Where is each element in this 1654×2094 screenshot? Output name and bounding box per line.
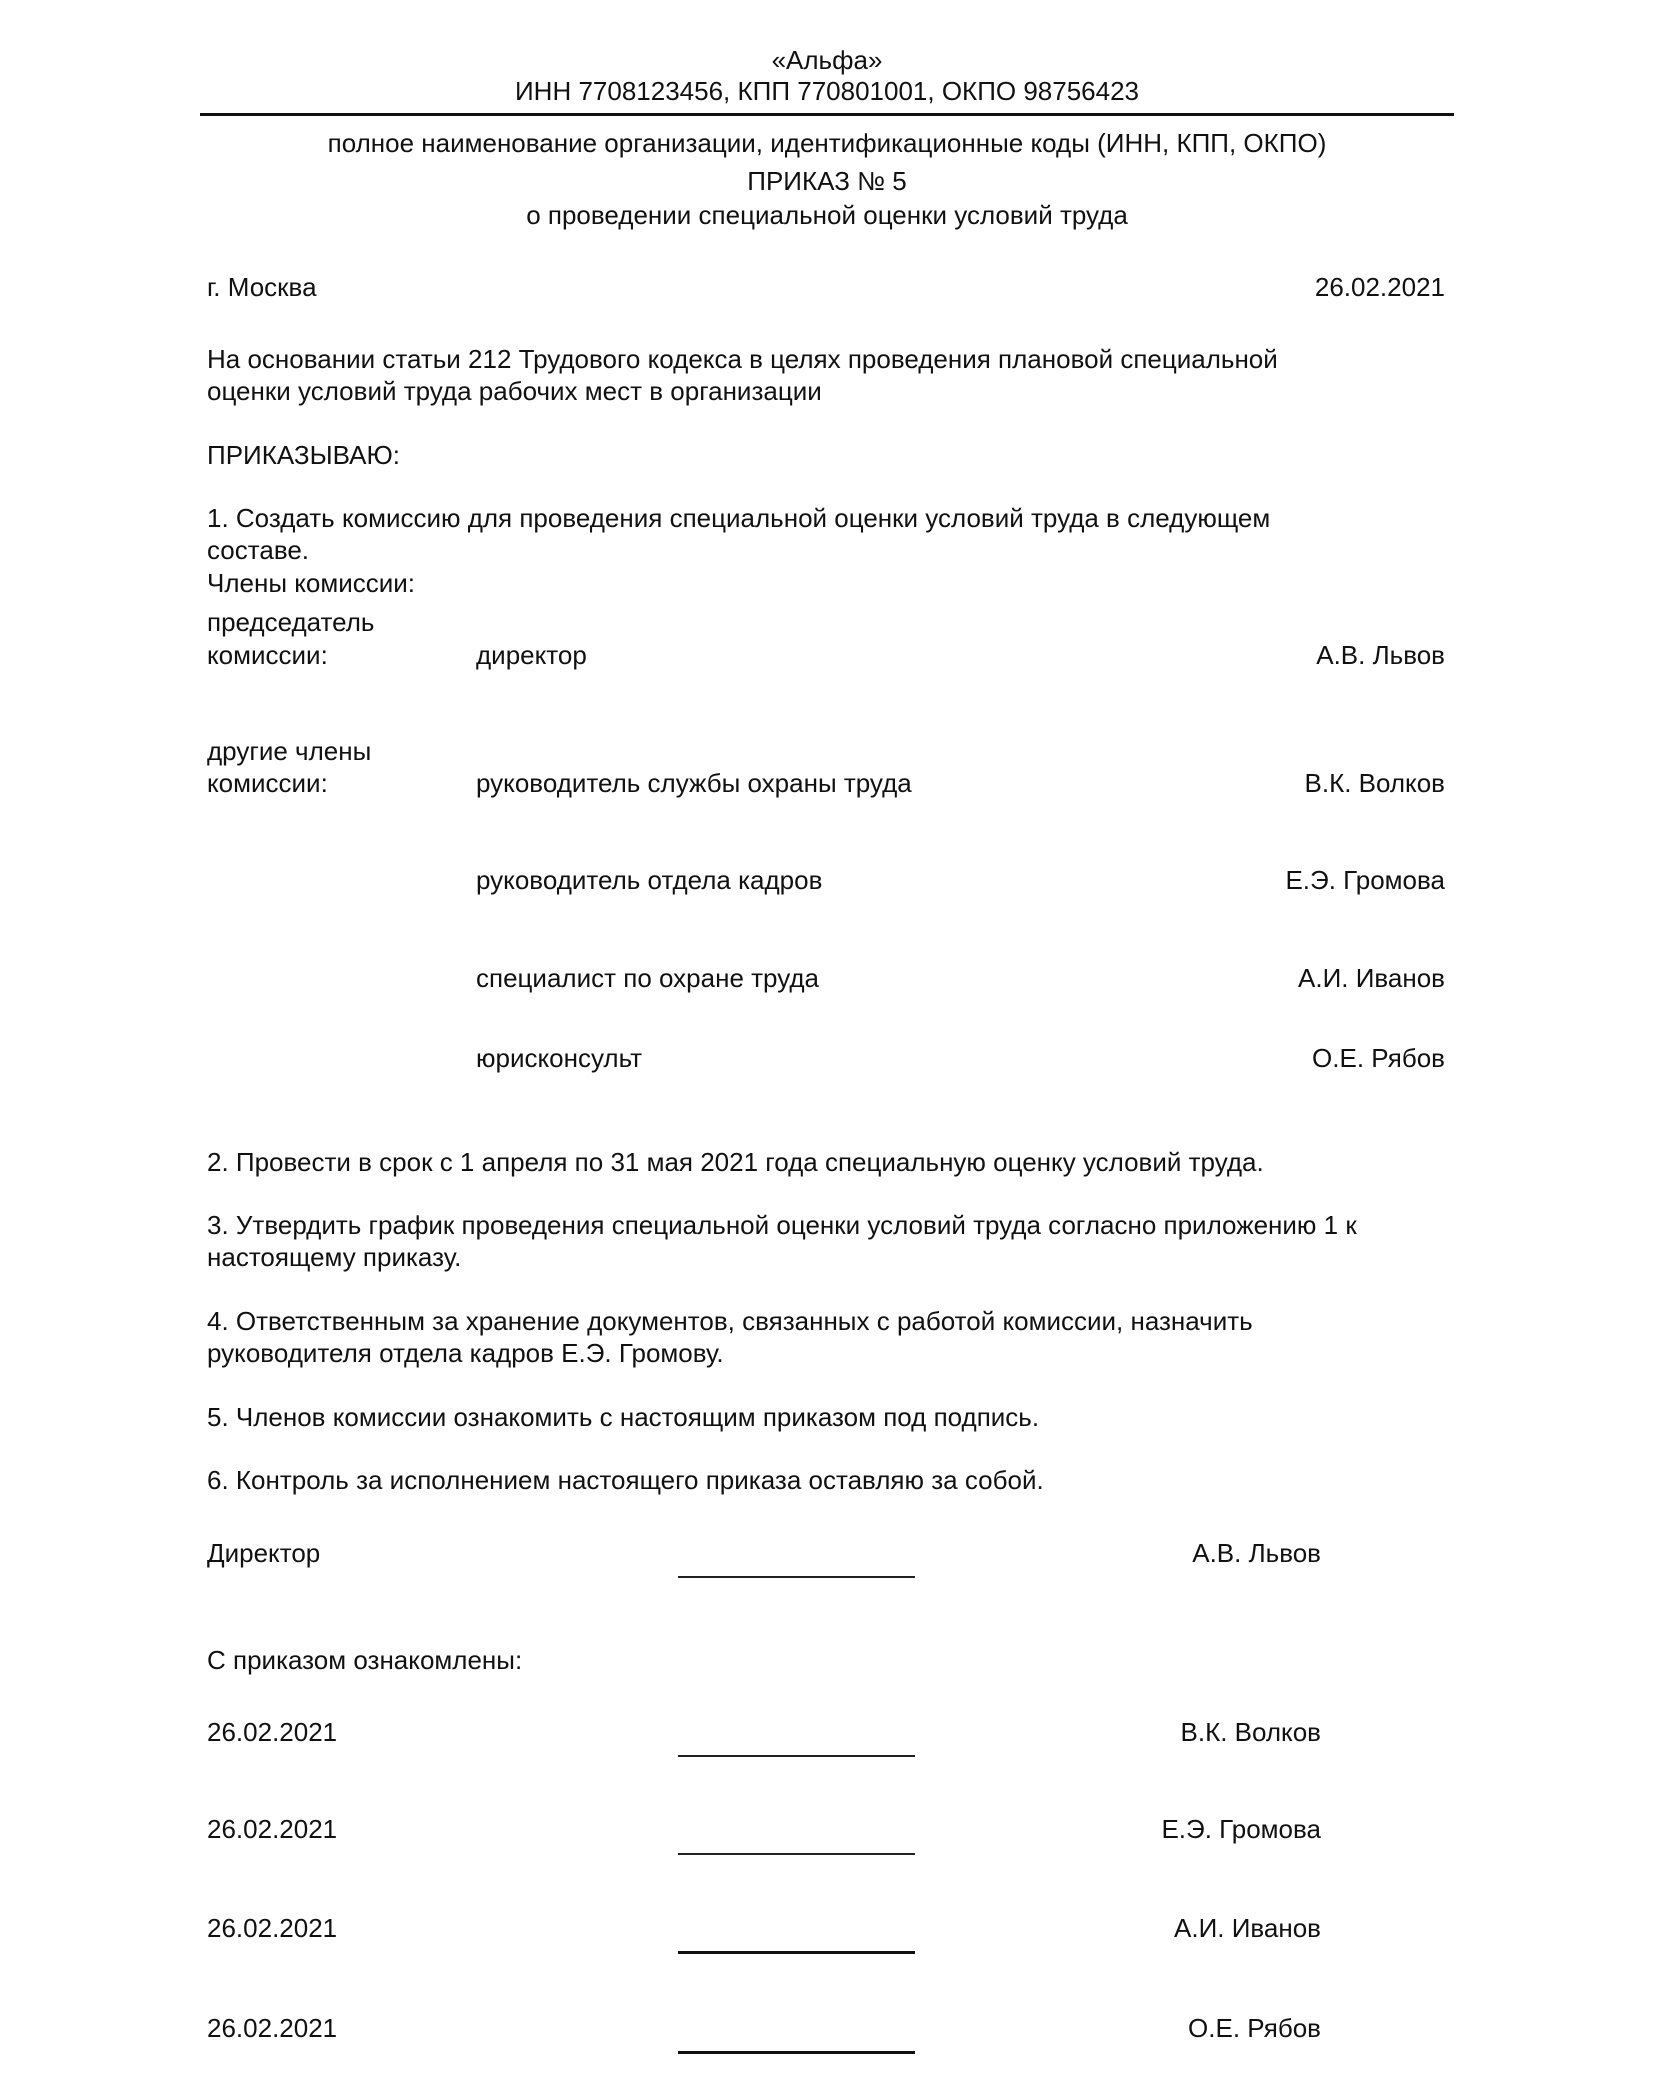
order-word: ПРИКАЗЫВАЮ:: [207, 440, 400, 470]
chair-position: директор: [476, 640, 587, 670]
order-subject: о проведении специальной оценки условий труда: [526, 200, 1128, 230]
item-5: 5. Членов комиссии ознакомить с настоящим приказом под подпись.: [207, 1402, 1040, 1432]
item-6: 6. Контроль за исполнением настоящего приказа оставляю за собой.: [207, 1465, 1044, 1495]
chair-name: А.В. Львов: [1316, 640, 1445, 670]
item-3-line-2: настоящему приказу.: [207, 1242, 462, 1272]
org-name: «Альфа»: [771, 45, 883, 75]
ack-name: В.К. Волков: [1180, 1717, 1321, 1747]
ack-date: 26.02.2021: [207, 1814, 338, 1844]
ack-signature-line: [678, 2051, 915, 2054]
acknowledgement-label: С приказом ознакомлены:: [207, 1645, 523, 1675]
chair-label-line-1: председатель: [207, 607, 375, 637]
member-position: руководитель отдела кадров: [476, 865, 823, 895]
member-position: руководитель службы охраны труда: [476, 768, 912, 798]
ack-name: О.Е. Рябов: [1188, 2013, 1321, 2043]
ack-name: А.И. Иванов: [1174, 1913, 1321, 1943]
others-label-line-1: другие члены: [207, 736, 372, 766]
ack-signature-line: [678, 1853, 915, 1855]
ack-signature-line: [678, 1755, 915, 1757]
header-caption: полное наименование организации, идентификационные коды (ИНН, КПП, ОКПО): [327, 128, 1327, 158]
signature-line: [678, 1576, 915, 1578]
ack-name: Е.Э. Громова: [1161, 1814, 1321, 1844]
item-3-line-1: 3. Утвердить график проведения специальной оценки условий труда согласно приложению 1 к: [207, 1210, 1357, 1240]
member-name: В.К. Волков: [1304, 768, 1445, 798]
member-name: О.Е. Рябов: [1312, 1043, 1445, 1073]
order-date: 26.02.2021: [1314, 272, 1445, 302]
preamble-line-1: На основании статьи 212 Трудового кодекса в целях проведения плановой специальной: [207, 344, 1278, 374]
item-1-line-2: составе.: [207, 535, 310, 565]
item-4-line-2: руководителя отдела кадров Е.Э. Громову.: [207, 1338, 724, 1368]
item-4-line-1: 4. Ответственным за хранение документов, связанных с работой комиссии, назначить: [207, 1306, 1253, 1336]
ack-date: 26.02.2021: [207, 1717, 338, 1747]
preamble-line-2: оценки условий труда рабочих мест в организации: [207, 376, 822, 406]
member-name: А.И. Иванов: [1298, 963, 1445, 993]
members-label: Члены комиссии:: [207, 568, 416, 598]
signature-title: Директор: [207, 1538, 321, 1568]
others-label-line-2: комиссии:: [207, 768, 328, 798]
header-divider: [200, 113, 1454, 116]
member-position: специалист по охране труда: [476, 963, 819, 993]
order-title: ПРИКАЗ № 5: [747, 166, 907, 196]
chair-label-line-2: комиссии:: [207, 640, 328, 670]
place: г. Москва: [207, 272, 317, 302]
member-position: юрисконсульт: [476, 1043, 642, 1073]
member-name: Е.Э. Громова: [1285, 865, 1445, 895]
item-1-line-1: 1. Создать комиссию для проведения специальной оценки условий труда в следующем: [207, 503, 1271, 533]
ack-signature-line: [678, 1951, 915, 1954]
org-codes: ИНН 7708123456, КПП 770801001, ОКПО 98756423: [514, 76, 1140, 106]
item-2: 2. Провести в срок с 1 апреля по 31 мая 2021 года специальную оценку условий труда.: [207, 1147, 1264, 1177]
ack-date: 26.02.2021: [207, 2013, 338, 2043]
ack-date: 26.02.2021: [207, 1913, 338, 1943]
signature-name: А.В. Львов: [1192, 1538, 1321, 1568]
